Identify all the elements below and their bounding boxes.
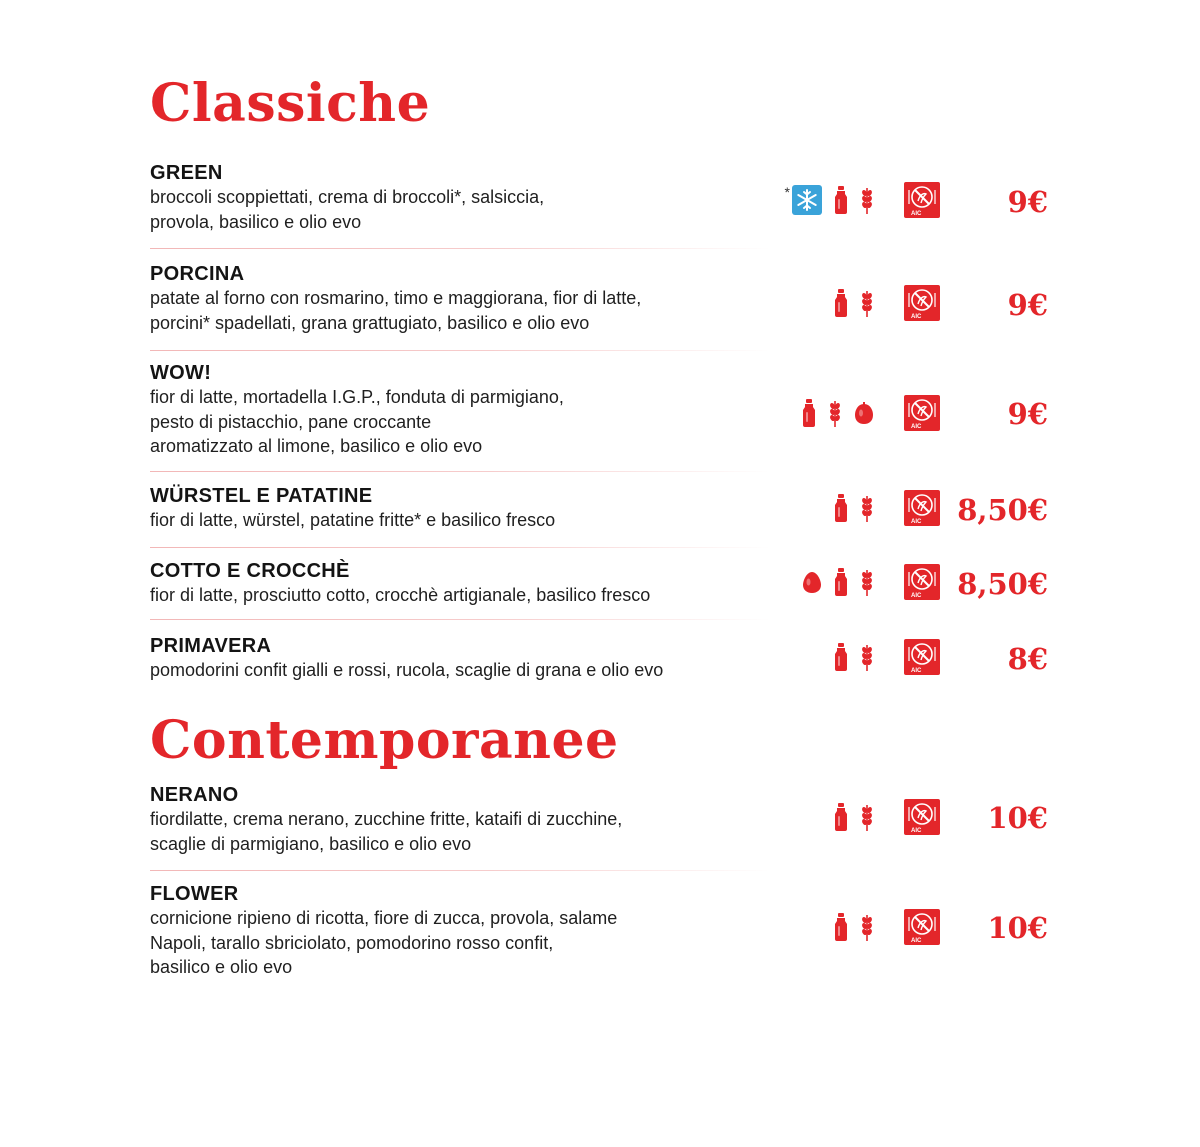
- snowflake-icon: [792, 185, 822, 215]
- divider: [150, 619, 770, 620]
- item-description: pomodorini confit gialli e rossi, rucola, scaglie di grana e olio evo: [150, 660, 664, 680]
- item-price: 9€: [1007, 397, 1048, 431]
- aic-label: AIC: [911, 668, 922, 674]
- milk-bottle-icon: [834, 493, 848, 523]
- item-price: 8,50€: [957, 493, 1048, 527]
- allergen-icons: [770, 285, 940, 321]
- wheat-icon: [860, 802, 874, 832]
- item-name: NERANO: [150, 784, 239, 806]
- item-description: fior di latte, mortadella I.G.P., fonduta di parmigiano, pesto di pistacchio, pane croccante aromatizzato al limone, basilico e olio evo: [150, 387, 564, 456]
- allergen-icons: [770, 490, 940, 526]
- aic-label: AIC: [911, 828, 922, 834]
- item-price: 9€: [1007, 288, 1048, 322]
- allergen-icons: [770, 639, 940, 675]
- divider: [150, 471, 770, 472]
- milk-bottle-icon: [834, 288, 848, 318]
- item-description: patate al forno con rosmarino, timo e maggiorana, fior di latte, porcini* spadellati, grana grattugiato, basilico e olio evo: [150, 288, 642, 333]
- allergen-icons: [770, 395, 940, 431]
- allergen-icons: [770, 564, 940, 600]
- aic-gluten-free-icon: [904, 564, 940, 600]
- item-price: 10€: [987, 911, 1048, 945]
- aic-label: AIC: [911, 314, 922, 320]
- item-name: PRIMAVERA: [150, 635, 272, 657]
- item-price: 8,50€: [957, 567, 1048, 601]
- item-name: FLOWER: [150, 883, 239, 905]
- item-description: broccoli scoppiettati, crema di broccoli*, salsiccia, provola, basilico e olio evo: [150, 187, 545, 232]
- item-price: 10€: [987, 801, 1048, 835]
- aic-label: AIC: [911, 211, 922, 217]
- aic-gluten-free-icon: [904, 639, 940, 675]
- milk-bottle-icon: [802, 398, 816, 428]
- section-title-contemporanee: Contemporanee: [150, 710, 619, 771]
- item-name: COTTO E CROCCHÈ: [150, 560, 350, 582]
- milk-bottle-icon: [834, 642, 848, 672]
- aic-gluten-free-icon: [904, 490, 940, 526]
- divider: [150, 248, 770, 249]
- milk-bottle-icon: [834, 802, 848, 832]
- aic-label: AIC: [911, 593, 922, 599]
- divider: [150, 350, 770, 351]
- frozen-asterisk: *: [784, 184, 790, 200]
- wheat-icon: [860, 288, 874, 318]
- wheat-icon: [828, 398, 842, 428]
- item-description: fior di latte, prosciutto cotto, crocchè artigianale, basilico fresco: [150, 585, 651, 605]
- allergen-icons: [770, 799, 940, 835]
- item-description: cornicione ripieno di ricotta, fiore di zucca, provola, salame Napoli, tarallo sbriciolato, pomodorino rosso confit, basilico e olio evo: [150, 908, 618, 977]
- aic-gluten-free-icon: [904, 799, 940, 835]
- item-price: 9€: [1007, 185, 1048, 219]
- item-description: fiordilatte, crema nerano, zucchine fritte, kataifi di zucchine, scaglie di parmigiano, basilico e olio evo: [150, 809, 623, 854]
- aic-gluten-free-icon: [904, 182, 940, 218]
- section-title-classiche: Classiche: [150, 73, 431, 134]
- aic-gluten-free-icon: [904, 285, 940, 321]
- item-price: 8€: [1007, 642, 1048, 676]
- milk-bottle-icon: [834, 185, 848, 215]
- item-name: PORCINA: [150, 263, 245, 285]
- allergen-icons: [770, 182, 940, 218]
- egg-icon: [802, 570, 822, 594]
- item-description: fior di latte, würstel, patatine fritte* e basilico fresco: [150, 510, 556, 530]
- wheat-icon: [860, 912, 874, 942]
- wheat-icon: [860, 493, 874, 523]
- aic-gluten-free-icon: [904, 395, 940, 431]
- aic-label: AIC: [911, 938, 922, 944]
- allergen-icons: [770, 909, 940, 945]
- wheat-icon: [860, 567, 874, 597]
- aic-label: AIC: [911, 519, 922, 525]
- nut-icon: [854, 401, 874, 425]
- divider: [150, 547, 770, 548]
- wheat-icon: [860, 185, 874, 215]
- milk-bottle-icon: [834, 912, 848, 942]
- item-name: WÜRSTEL E PATATINE: [150, 485, 373, 507]
- aic-gluten-free-icon: [904, 909, 940, 945]
- wheat-icon: [860, 642, 874, 672]
- aic-label: AIC: [911, 424, 922, 430]
- item-name: GREEN: [150, 162, 223, 184]
- item-name: WOW!: [150, 362, 212, 384]
- milk-bottle-icon: [834, 567, 848, 597]
- divider: [150, 870, 770, 871]
